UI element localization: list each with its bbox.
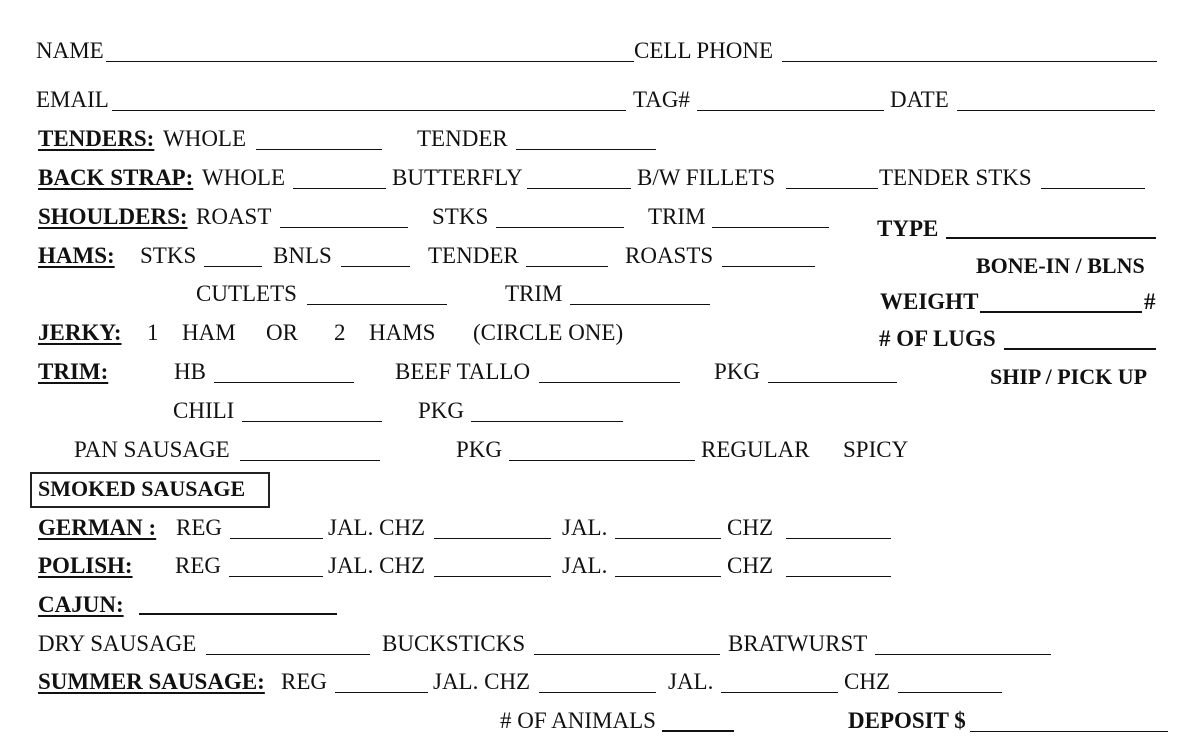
shoulders-stks-label: STKS <box>432 204 489 229</box>
trim-label: TRIM: <box>38 359 109 384</box>
trim-pkg-field[interactable] <box>768 382 897 383</box>
pan-sausage-pkg-field[interactable] <box>509 460 695 461</box>
cell-phone-field[interactable] <box>782 61 1157 62</box>
hams-bnls-label: BNLS <box>273 243 332 268</box>
jerky-option-1-number[interactable]: 1 <box>147 320 159 345</box>
summer-chz-label: CHZ <box>844 669 890 694</box>
summer-reg-label: REG <box>281 669 327 694</box>
tag-field[interactable] <box>697 110 884 111</box>
back-strap-whole-field[interactable] <box>293 188 386 189</box>
dry-sausage-field[interactable] <box>206 654 370 655</box>
back-strap-bw-fillets-label: B/W FILLETS <box>637 165 776 190</box>
shoulders-trim-field[interactable] <box>712 227 829 228</box>
polish-jal-chz-label: JAL. CHZ <box>328 553 426 578</box>
chili-pkg-field[interactable] <box>471 421 623 422</box>
dry-sausage-label: DRY SAUSAGE <box>38 631 197 656</box>
email-label: EMAIL <box>36 87 109 112</box>
animals-field[interactable] <box>662 730 734 732</box>
pan-sausage-regular-option[interactable]: REGULAR <box>701 437 810 462</box>
name-label: NAME <box>36 38 104 63</box>
polish-jal-chz-field[interactable] <box>434 576 551 577</box>
summer-jal-field[interactable] <box>721 692 838 693</box>
email-field[interactable] <box>112 110 626 111</box>
chili-pkg-label: PKG <box>418 398 465 423</box>
jerky-label: JERKY: <box>38 320 122 345</box>
smoked-sausage-title: SMOKED SAUSAGE <box>38 476 246 501</box>
jerky-or-text: OR <box>266 320 298 345</box>
back-strap-butterfly-label: BUTTERFLY <box>392 165 523 190</box>
trim-hb-field[interactable] <box>214 382 354 383</box>
summer-jal-chz-field[interactable] <box>539 692 656 693</box>
tenders-whole-label: WHOLE <box>163 126 247 151</box>
summer-chz-field[interactable] <box>898 692 1002 693</box>
jerky-option-hams[interactable]: HAMS <box>369 320 436 345</box>
tag-label: TAG# <box>633 87 690 112</box>
polish-jal-label: JAL. <box>562 553 608 578</box>
back-strap-butterfly-field[interactable] <box>527 188 631 189</box>
deposit-field[interactable] <box>970 731 1168 732</box>
summer-reg-field[interactable] <box>335 692 428 693</box>
german-chz-field[interactable] <box>786 538 891 539</box>
hams-label: HAMS: <box>38 243 115 268</box>
ship-pickup-option[interactable]: SHIP / PICK UP <box>990 364 1148 389</box>
hams-bnls-field[interactable] <box>341 266 410 267</box>
bratwurst-label: BRATWURST <box>728 631 868 656</box>
hams-tender-label: TENDER <box>428 243 519 268</box>
trim-beef-tallo-label: BEEF TALLO <box>395 359 531 384</box>
pan-sausage-label: PAN SAUSAGE <box>74 437 230 462</box>
jerky-option-ham[interactable]: HAM <box>182 320 236 345</box>
back-strap-label: BACK STRAP: <box>38 165 194 190</box>
name-field[interactable] <box>106 61 634 62</box>
chili-field[interactable] <box>242 421 382 422</box>
hams-trim-label: TRIM <box>505 281 563 306</box>
back-strap-tender-stks-label: TENDER STKS <box>879 165 1032 190</box>
german-reg-field[interactable] <box>230 538 323 539</box>
german-chz-label: CHZ <box>727 515 773 540</box>
tenders-label: TENDERS: <box>38 126 155 151</box>
hams-cutlets-label: CUTLETS <box>196 281 297 306</box>
tenders-whole-field[interactable] <box>256 149 382 150</box>
trim-pkg-label: PKG <box>714 359 761 384</box>
deposit-label: DEPOSIT $ <box>848 708 966 733</box>
date-field[interactable] <box>957 110 1155 111</box>
german-label: GERMAN : <box>38 515 157 540</box>
summer-sausage-label: SUMMER SAUSAGE: <box>38 669 265 694</box>
jerky-option-2-number[interactable]: 2 <box>334 320 346 345</box>
summer-jal-label: JAL. <box>668 669 714 694</box>
type-label: TYPE <box>877 216 939 241</box>
back-strap-whole-label: WHOLE <box>202 165 286 190</box>
animals-label: # OF ANIMALS <box>500 708 656 733</box>
buckstick-label: BUCKSTICKS <box>382 631 526 656</box>
hams-stks-label: STKS <box>140 243 197 268</box>
lugs-label: # OF LUGS <box>879 326 996 351</box>
shoulders-roast-label: ROAST <box>196 204 272 229</box>
date-label: DATE <box>890 87 949 112</box>
trim-beef-tallo-field[interactable] <box>539 382 680 383</box>
polish-reg-field[interactable] <box>229 576 323 577</box>
polish-jal-field[interactable] <box>615 576 721 577</box>
back-strap-bw-fillets-field[interactable] <box>786 188 878 189</box>
weight-label: WEIGHT <box>880 289 979 314</box>
pan-sausage-pkg-label: PKG <box>456 437 503 462</box>
chili-label: CHILI <box>173 398 235 423</box>
polish-chz-field[interactable] <box>786 576 891 577</box>
bratwurst-field[interactable] <box>875 654 1051 655</box>
hams-tender-field[interactable] <box>526 266 608 267</box>
shoulders-roast-field[interactable] <box>280 227 408 228</box>
bone-in-option[interactable]: BONE-IN / BLNS <box>976 253 1145 278</box>
hams-roasts-field[interactable] <box>722 266 815 267</box>
german-jal-label: JAL. <box>562 515 608 540</box>
cell-phone-label: CELL PHONE <box>634 38 774 63</box>
cajun-label: CAJUN: <box>38 592 124 617</box>
hams-stks-field[interactable] <box>204 266 262 267</box>
jerky-circle-note: (CIRCLE ONE) <box>473 320 624 345</box>
tenders-tender-label: TENDER <box>417 126 508 151</box>
type-field[interactable] <box>946 237 1156 239</box>
tenders-tender-field[interactable] <box>516 149 656 150</box>
german-jal-chz-field[interactable] <box>434 538 551 539</box>
summer-jal-chz-label: JAL. CHZ <box>433 669 531 694</box>
german-jal-chz-label: JAL. CHZ <box>328 515 426 540</box>
polish-reg-label: REG <box>175 553 221 578</box>
pan-sausage-field[interactable] <box>240 460 380 461</box>
lugs-field[interactable] <box>1004 348 1156 350</box>
cajun-field[interactable] <box>139 613 337 615</box>
trim-hb-label: HB <box>174 359 206 384</box>
german-jal-field[interactable] <box>615 538 721 539</box>
pan-sausage-spicy-option[interactable]: SPICY <box>843 437 909 462</box>
shoulders-trim-label: TRIM <box>648 204 706 229</box>
hams-cutlets-field[interactable] <box>307 304 447 305</box>
weight-unit: # <box>1144 289 1156 314</box>
shoulders-label: SHOULDERS: <box>38 204 188 229</box>
back-strap-tender-stks-field[interactable] <box>1041 188 1145 189</box>
polish-chz-label: CHZ <box>727 553 773 578</box>
hams-roasts-label: ROASTS <box>625 243 714 268</box>
shoulders-stks-field[interactable] <box>496 227 624 228</box>
german-reg-label: REG <box>176 515 222 540</box>
buckstick-field[interactable] <box>534 654 720 655</box>
polish-label: POLISH: <box>38 553 133 578</box>
weight-field[interactable] <box>980 311 1142 313</box>
hams-trim-field[interactable] <box>570 304 710 305</box>
